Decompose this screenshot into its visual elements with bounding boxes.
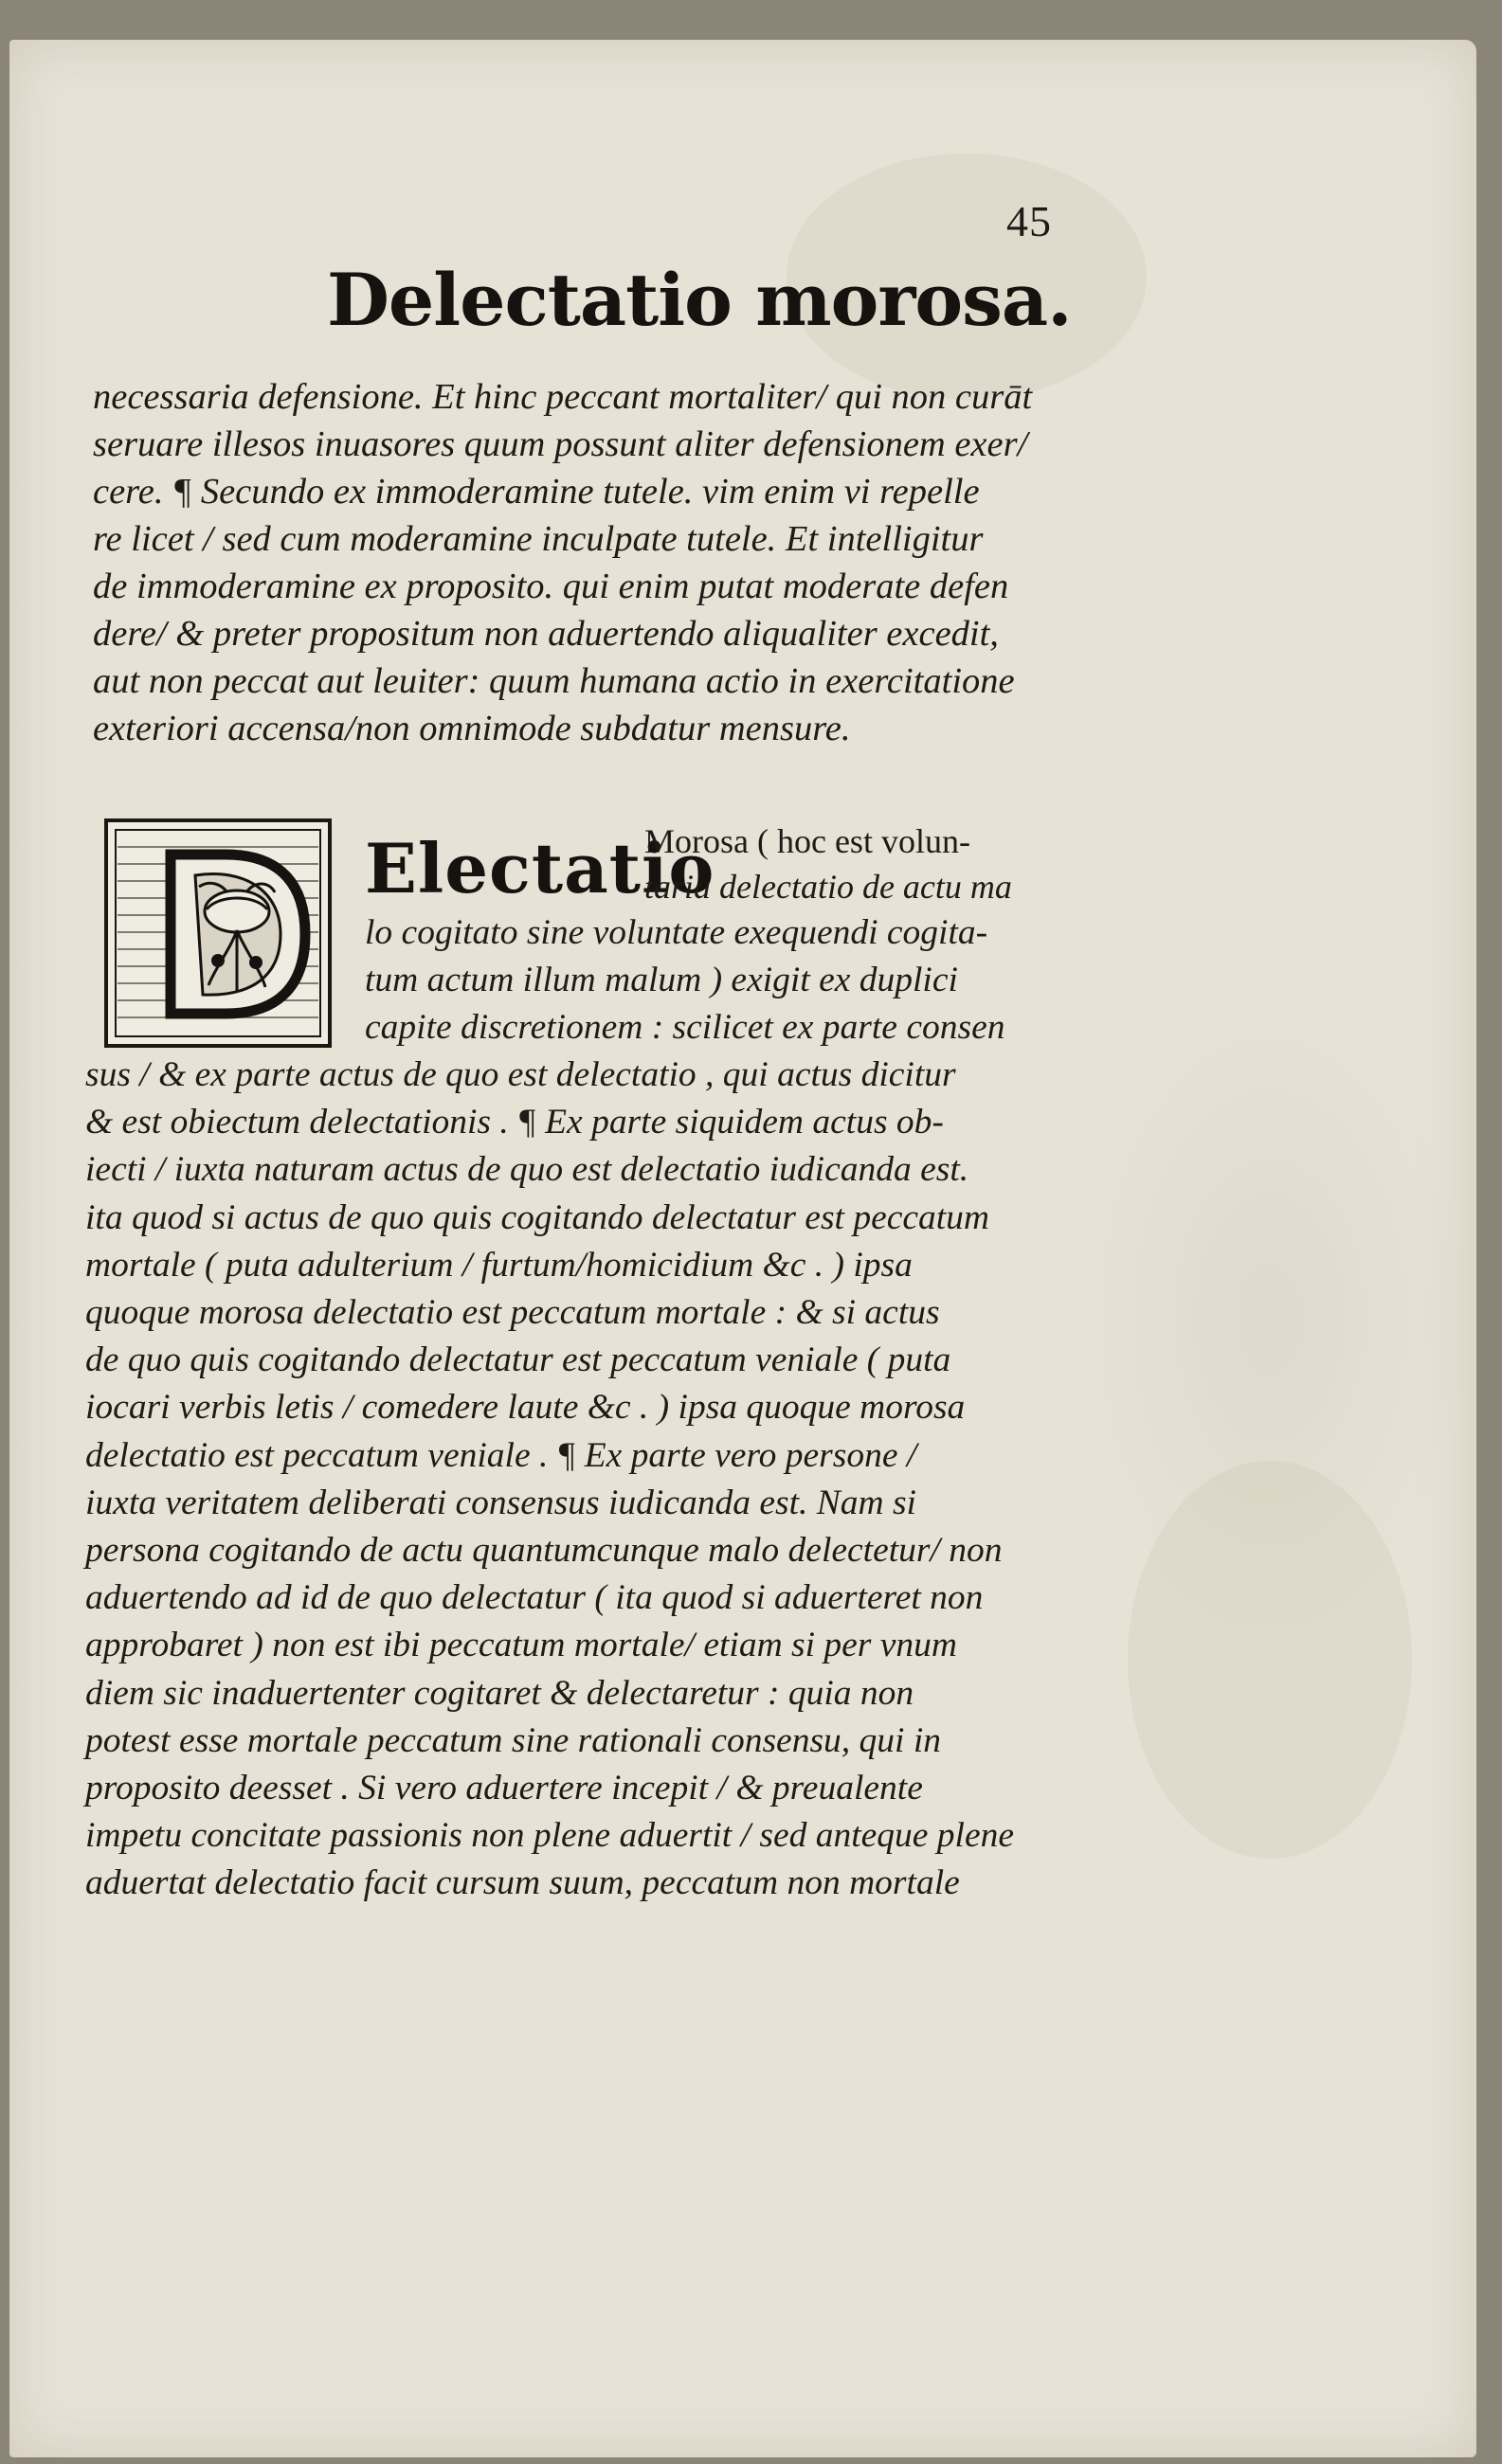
indented-lines <box>365 909 1076 1052</box>
lemma-word: Electatio <box>365 828 715 908</box>
lemma-side-text <box>644 818 1071 909</box>
text-line: lo cogitato sine voluntate exequendi cogita- <box>365 913 988 952</box>
text-line: mortale ( puta adulterium / furtum/homicidium &c . ) ipsa <box>85 1245 913 1285</box>
folio-number: 45 <box>1006 197 1052 245</box>
text-line: capite discretionem : scilicet ex parte consen <box>365 1008 1005 1047</box>
running-head: Delectatio morosa. <box>327 258 1072 342</box>
text-line: aut non peccat aut leuiter: quum humana actio in exercitatione <box>93 661 1015 701</box>
text-line: iecti / iuxta naturam actus de quo est delectatio iudicanda est. <box>85 1150 969 1190</box>
text-line: persona cogitando de actu quantumcunque malo delectetur/ non <box>85 1531 1003 1571</box>
text-line: de quo quis cogitando delectatur est peccatum veniale ( puta <box>85 1340 951 1380</box>
text-line: & est obiectum delectationis . ¶ Ex parte siquidem actus ob- <box>85 1103 944 1142</box>
text-line: aduertat delectatio facit cursum suum, peccatum non mortale <box>85 1863 960 1903</box>
text-line: proposito deesset . Si vero aduertere incepit / & preualente <box>85 1769 923 1808</box>
text-line: ita quod si actus de quo quis cogitando delectatur est peccatum <box>85 1197 990 1237</box>
woodcut-initial-letter-icon <box>104 818 332 1048</box>
text-line: exteriori accensa/non omnimode subdatur mensure. <box>93 709 851 748</box>
text-line: tum actum illum malum ) exigit ex duplici <box>365 961 958 999</box>
text-line: delectatio est peccatum veniale . ¶ Ex parte vero persone / <box>85 1435 917 1475</box>
text-line: dere/ & preter propositum non aduertendo aliqualiter excedit, <box>93 614 999 654</box>
text-line: Morosa ( hoc est volun- <box>644 822 970 860</box>
text-line: de immoderamine ex proposito. qui enim putat moderate defen <box>93 567 1009 606</box>
text-line: aduertendo ad id de quo delectatur ( ita quod si aduerteret non <box>85 1578 984 1618</box>
text-line: diem sic inaduertenter cogitaret & delectaretur : quia non <box>85 1673 914 1713</box>
text-line: potest esse mortale peccatum sine rationali consensu, qui in <box>85 1720 942 1760</box>
show-through <box>1071 987 1469 1650</box>
text-line: taria delectatio de actu ma <box>644 868 1012 906</box>
text-line: approbaret ) non est ibi peccatum mortale/ etiam si per vnum <box>85 1626 957 1665</box>
text-line: impetu concitate passionis non plene aduertit / sed anteque plene <box>85 1816 1015 1856</box>
text-line: necessaria defensione. Et hinc peccant mortaliter/ qui non curāt <box>93 377 1033 417</box>
paragraph-continuation <box>93 373 1074 752</box>
text-line: iuxta veritatem deliberati consensus iudicanda est. Nam si <box>85 1483 916 1522</box>
book-page <box>9 40 1476 2457</box>
text-line: sus / & ex parte actus de quo est delectatio , qui actus dicitur <box>85 1055 956 1094</box>
text-line: iocari verbis letis / comedere laute &c . ) ipsa quoque morosa <box>85 1388 966 1428</box>
text-line: re licet / sed cum moderamine inculpate tutele. Et intelligitur <box>93 519 984 559</box>
main-paragraph <box>85 1052 1071 1908</box>
text-line: cere. ¶ Secundo ex immoderamine tutele. vim enim vi repelle <box>93 472 980 512</box>
text-line: seruare illesos inuasores quum possunt aliter defensionem exer/ <box>93 424 1028 464</box>
text-line: quoque morosa delectatio est peccatum mortale : & si actus <box>85 1293 940 1333</box>
